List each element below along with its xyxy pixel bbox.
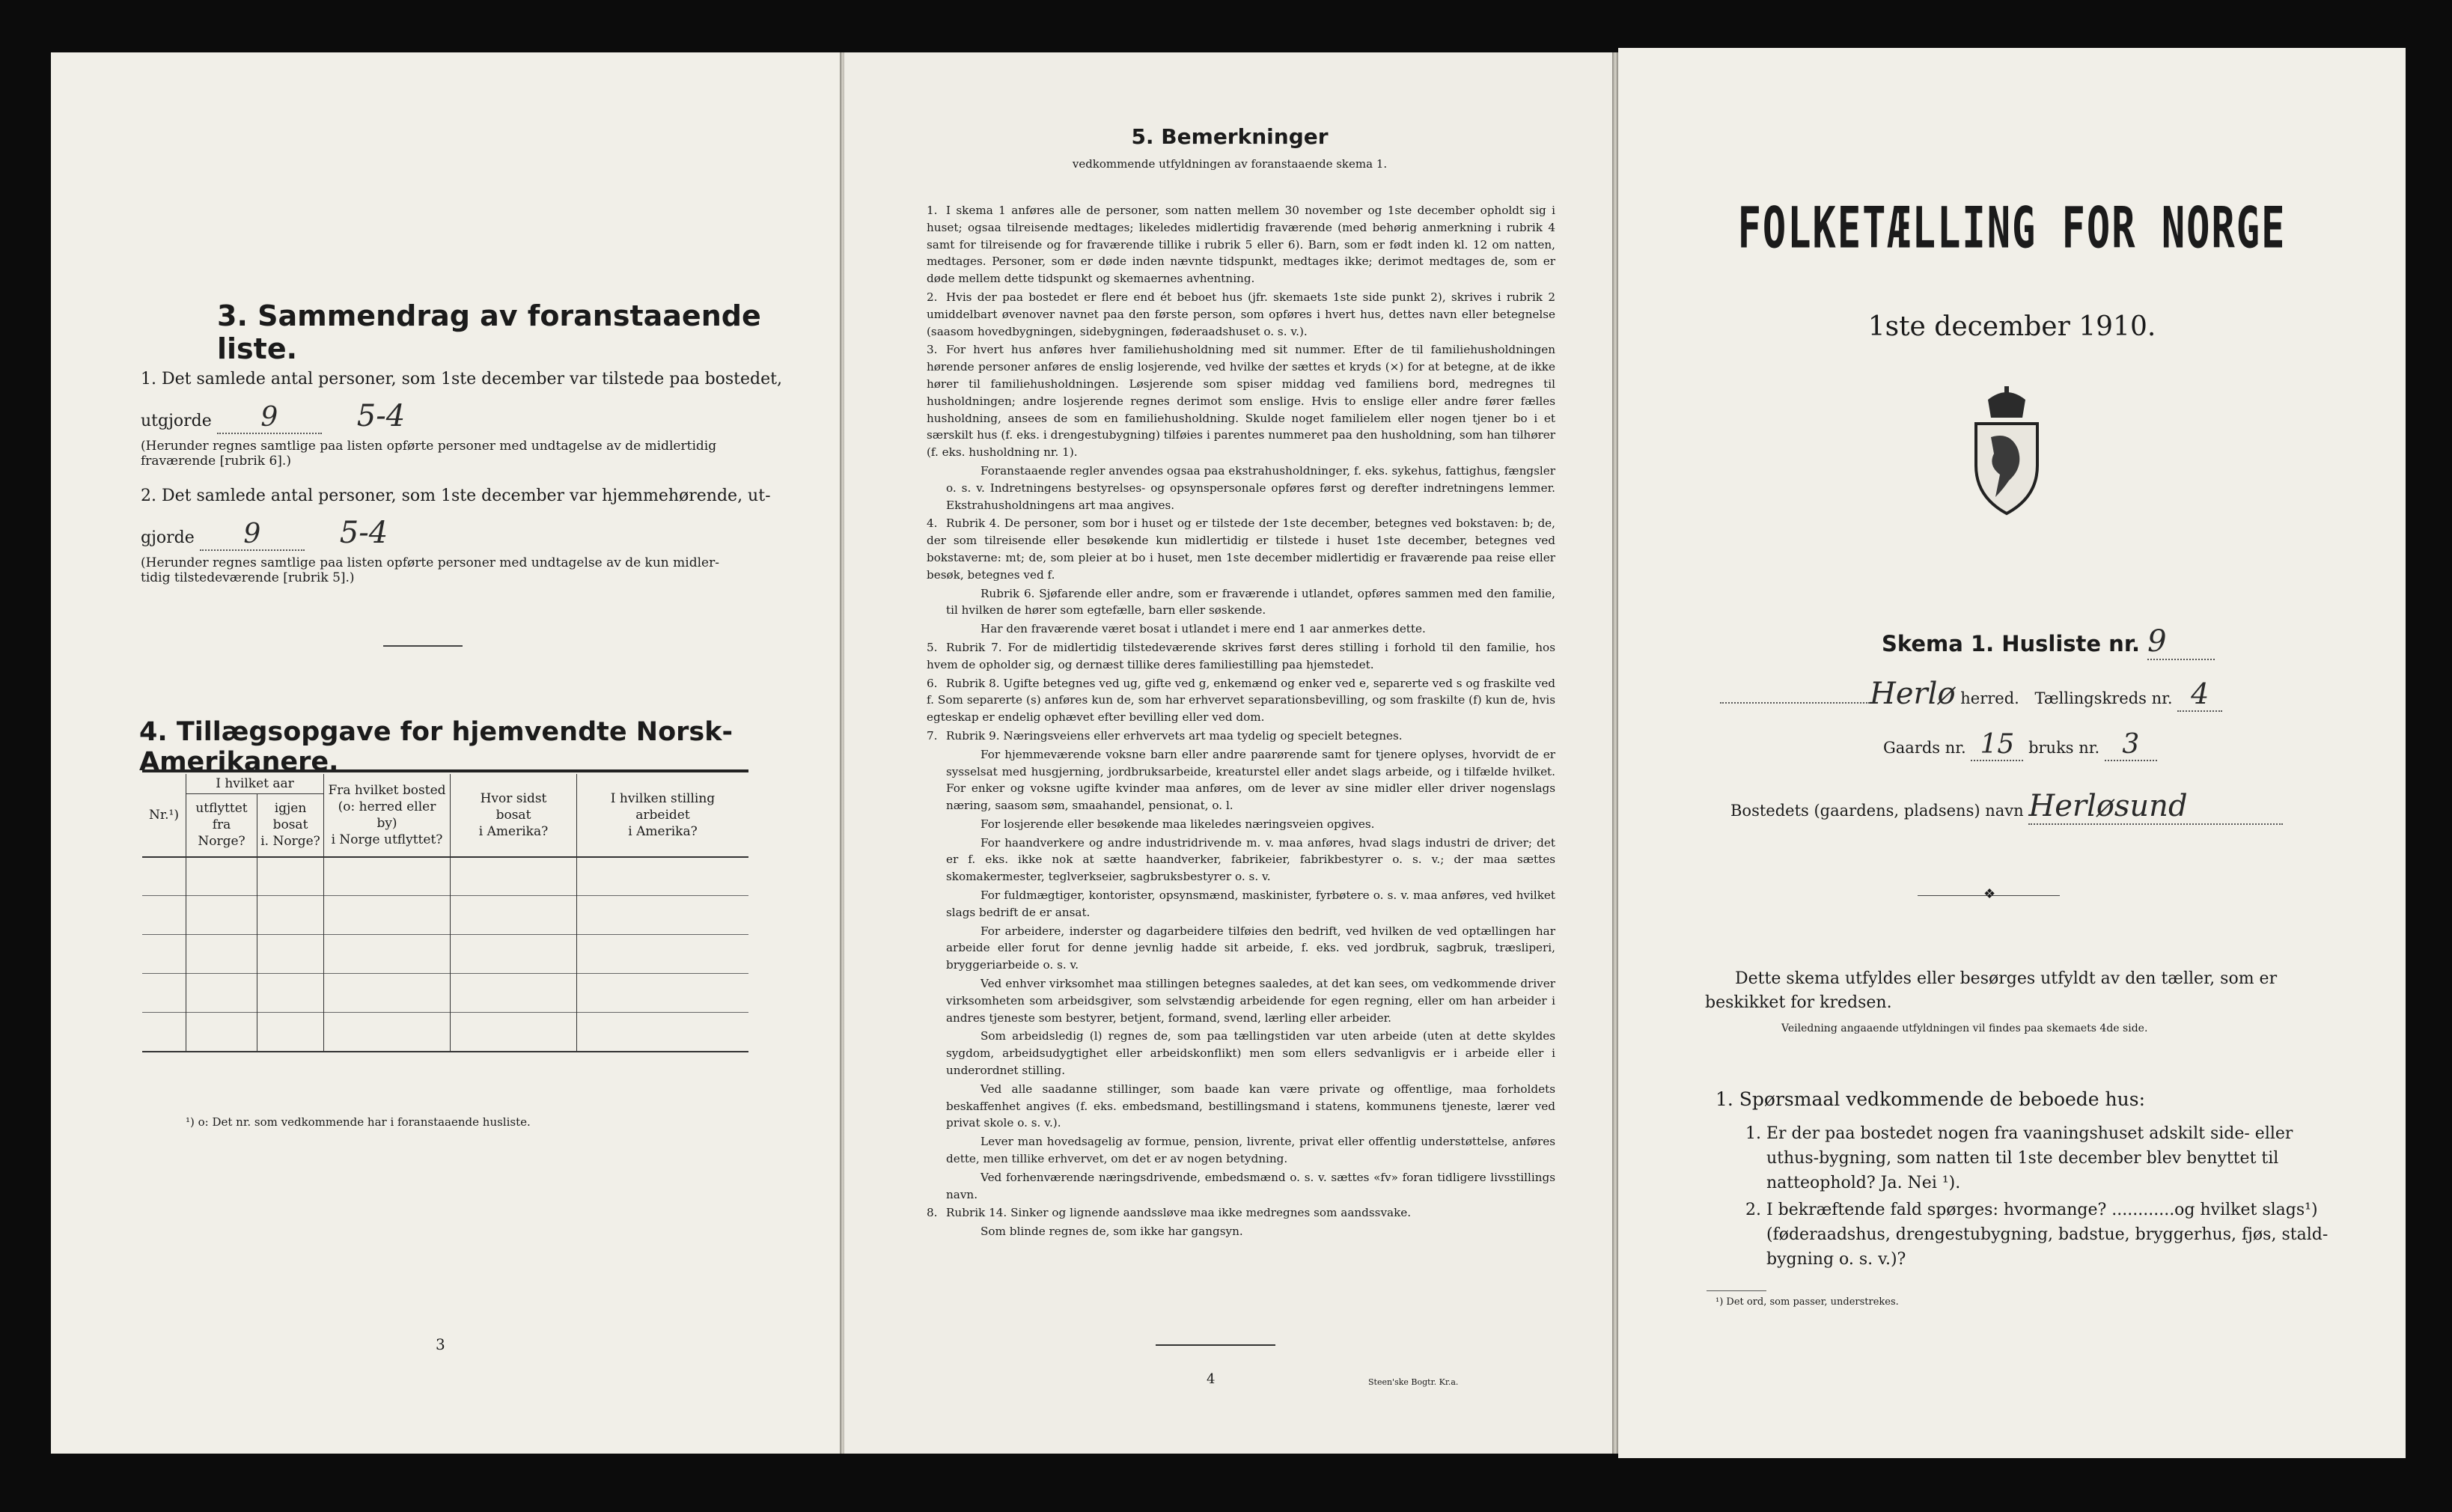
cover-page <box>1618 48 2406 1458</box>
s3-item-2-note2: tidig tilstedeværende [rubrik 5].) <box>141 570 355 585</box>
remark-7f: For arbeidere, inderster og dagarbeidere tilføies den bedrift, ved hvilken de ved optællingen har arbeide eller forut for denne jevnlig hadde sit arbeide, f. eks. ved jordbruk, sagbruk, træsliperi, bryggeriarbeide o. s. v. <box>946 924 1555 972</box>
gaards-handwritten: 15 <box>1971 729 2023 761</box>
section-4-title: 4. Tillægsopgave for hjemvendte Norsk-Amerikanere. <box>139 717 734 777</box>
remark-4: 4. Rubrik 4. De personer, som bor i huset og er tilstede der 1ste december, betegnes ved bokstaven: b; de, der som tilreisende eller besøkende kun midlertidig er tilstede i huset 1ste december, betegnes ved bokstaverne: mt; de, som pleier at bo i huset, men 1ste december midlertidig er fraværende paa reise eller besøk, betegnes ved f. <box>927 516 1555 582</box>
col-group-year: I hvilket aar <box>186 774 324 794</box>
s3-item-1-line1: 1. Det samlede antal personer, som 1ste december var tilstede paa bostedet, <box>141 370 782 388</box>
col-nr: Nr.¹) <box>149 807 179 823</box>
remark-7i: Ved alle saadanne stillinger, som baade kan være private og offentlige, maa forholdets beskaffenhet angives (f. eks. embedsmand, bestillingsmand i statens, kommunens tjeneste, lærer ved privat skole o. s. v.). <box>946 1082 1555 1130</box>
cover-footnote: ¹) Det ord, som passer, understrekes. <box>1716 1296 1899 1308</box>
question-2 <box>1745 1198 2382 1272</box>
s3-item-1-note2: fraværende [rubrik 6].) <box>141 454 291 469</box>
remarks-title: 5. Bemerkninger <box>1131 124 1329 149</box>
bruks-label: bruks nr. <box>2028 739 2100 757</box>
q2-line2: (føderaadshus, drengestubygning, badstue, bryggerhus, fjøs, stald- <box>1766 1225 2329 1244</box>
col-from-where: Fra hvilket bosted (o: herred eller by) i Norge utflyttet? <box>324 774 451 857</box>
q1-line2: uthus-bygning, som natten til 1ste december blev benyttet til <box>1766 1149 2279 1168</box>
remark-7: 7. Rubrik 9. Næringsveiens eller erhvervets art maa tydelig og specielt betegnes. <box>927 728 1403 743</box>
remark-7c: For losjerende eller besøkende maa likeledes næringsveien opgives. <box>981 817 1375 831</box>
s3-item-2-handwritten-split: 5-4 <box>339 516 388 550</box>
remark-8: 8. Rubrik 14. Sinker og lignende aandssløve maa ikke medregnes som aandssvake. <box>927 1206 1412 1220</box>
divider <box>1156 1344 1275 1346</box>
remark-6: 6. Rubrik 8. Ugifte betegnes ved ug, gifte ved g, enkemænd og enker ved e, separerte ved s og fraskilte ved f. Som separerte (s) anføres kun de, som har erhvervet separationsbevilling, og som fraskilte (f) kun de, hvis egteskap er endelig ophævet efter bevilling eller ved dom. <box>927 676 1555 725</box>
remark-5: 5. Rubrik 7. For de midlertidig tilstedeværende skrives først deres stilling i forhold til den familie, hos hvem de opholder sig, og dernæst tillike deres familiestilling paa hjemstedet. <box>927 640 1555 671</box>
page-3 <box>51 52 844 1454</box>
remark-3: 3. For hvert hus anføres hver familiehusholdning med sit nummer. Efter de til familiehusholdningen hørende personer anføres de enslig losjerende, ved hvilke der sættes et kryds (×) for at betegne, at de ikke hører til familiehusholdningen. Løsjerende som spiser middag ved familiens bord, medregnes til husholdningen; andre losjerende regnes derimot som enslige. Hvis to enslige eller andre fører fælles husholdning, ansees de som en familiehusholdning. Skulde noget familielem eller nogen tjener bo i et særskilt hus (f. eks. i drengestubygning) tilføies i parentes nummeret paa den husholdning, som han tilhører (f. eks. husholdning nr. 1). <box>927 343 1555 460</box>
col-emigrated: utflyttet fra Norge? <box>186 794 257 857</box>
intro-small: Veiledning angaaende utfyldningen vil findes paa skemaets 4de side. <box>1781 1022 2148 1034</box>
remark-7b: For hjemmeværende voksne barn eller andre paarørende samt for tjenere oplyses, hvorvidt de er sysselsat med husgjerning, jordbruksarbeide, kreaturstel eller andet slags arbeide, og i tilfælde hvilket. For enker og voksne ugifte kvinder maa anføres, om de lever av sine midler eller driver nogenslags næring, saasom søm, smaahandel, pensionat, o. l. <box>946 747 1555 813</box>
s3-item-2-line1: 2. Det samlede antal personer, som 1ste december var hjemmehørende, ut- <box>141 487 771 505</box>
husliste-nr-handwritten: 9 <box>2147 624 2215 660</box>
bosted-line <box>1730 789 2283 825</box>
s3-item-1 <box>141 370 799 469</box>
s3-item-2-note1: (Herunder regnes samtlige paa listen opførte personer med undtagelse av de kun midler- <box>141 555 719 570</box>
skema-label: Skema 1. Husliste nr. <box>1882 631 2141 656</box>
intro-text <box>1705 967 2364 1015</box>
skema-line <box>1882 624 2215 660</box>
s3-item-1-handwritten-total: 9 <box>217 402 322 434</box>
remark-7d: For haandverkere og andre industridrivende m. v. maa anføres, hvad slags industri de driver; det er f. eks. ikke nok at sætte haandverker, fabrikeier, fabrikbestyrer o. s. v.; der maa sættes skomakermester, teglverkseier, sagbruksbestyrer o. s. v. <box>946 835 1555 884</box>
spine-right <box>1612 52 1618 1454</box>
questions-title: 1. Spørsmaal vedkommende de beboede hus: <box>1716 1088 2145 1110</box>
s3-item-2-handwritten-total: 9 <box>200 519 305 551</box>
remark-3b: Foranstaaende regler anvendes ogsaa paa ekstrahusholdninger, f. eks. sykehus, fattighus, fængsler o. s. v. Indretningens bestyrelses- og opsynspersonale opføres først og derefter indretningens lemmer. Ekstrahusholdningens art maa angives. <box>946 463 1555 512</box>
gaards-line <box>1883 729 2157 761</box>
bruks-handwritten: 3 <box>2105 729 2157 761</box>
norwegian-coat-of-arms-icon <box>1965 385 2048 519</box>
q1-line3: natteophold? Ja. Nei ¹). <box>1766 1174 1961 1192</box>
page-number: 3 <box>436 1335 445 1353</box>
herred-line <box>1720 677 2394 712</box>
page-4 <box>844 52 1615 1454</box>
s3-item-1-note1: (Herunder regnes samtlige paa listen opførte personer med undtagelse av de midlertidig <box>141 439 717 454</box>
s3-item-2 <box>141 487 799 585</box>
q1-line1: 1. Er der paa bostedet nogen fra vaaningshuset adskilt side- eller <box>1745 1124 2293 1143</box>
table-top-rule <box>142 769 748 772</box>
remark-7g: Ved enhver virksomhet maa stillingen betegnes saaledes, at det kan sees, om vedkommende driver virksomheten som arbeidsgiver, som selvstændig arbeidende for egen regning, eller om han arbeider i andres tjeneste som bestyrer, betjent, formand, svend, lærling eller arbeider. <box>946 977 1555 1025</box>
remark-2: 2. Hvis der paa bostedet er flere end ét beboet hus (jfr. skemaets 1ste side punkt 2), skrives i rubrik 2 umiddelbart øvenover navnet paa den første person, som opføres i hvert hus, dettes navn eller betegnelse (saasom hovedbygningen, sidebygningen, føderaadshuset o. s. v.). <box>927 290 1555 338</box>
ornament-icon: ❖ <box>1983 886 1996 902</box>
remark-7h: Som arbeidsledig (l) regnes de, som paa tællingstiden var uten arbeide (uten at dette skyldes sygdom, arbeidsudygtighet eller arbeidskonflikt) men som ellers sedvanligvis er i arbeide eller i underordnet stilling. <box>946 1029 1555 1078</box>
bosted-handwritten: Herløsund <box>2028 789 2283 825</box>
col-returned: igjen bosat i. Norge? <box>257 794 324 857</box>
section-3-title: 3. Sammendrag av foranstaaende liste. <box>217 299 761 365</box>
question-1 <box>1745 1121 2382 1195</box>
printer-mark: Steen'ske Bogtr. Kr.a. <box>1368 1377 1459 1387</box>
remark-1: 1. I skema 1 anføres alle de personer, som natten mellem 30 november og 1ste december opholdt sig i huset; ogsaa tilreisende medtages; likeledes midlertidig fraværende (med behørig anmerkning i rubrik 4 samt for tilreisende og for fraværende tillike i rubrik 5 eller 6). Barn, som er født inden kl. 12 om natten, medtages. Personer, som er døde inden nævnte tidspunkt, medtages ikke; derimot medtages de, som er døde mellem dette tidspunkt og skemaernes avhentning. <box>927 204 1555 286</box>
remark-4b: Rubrik 6. Sjøfarende eller andre, som er fraværende i utlandet, opføres sammen med den familie, til hvilken de hører som egtefælle, barn eller søskende. <box>946 586 1555 618</box>
remarks-subtitle: vedkommende utfyldningen av foranstaaende skema 1. <box>1072 157 1388 171</box>
remark-4c: Har den fraværende været bosat i utlandet i mere end 1 aar anmerkes dette. <box>981 622 1426 636</box>
q2-line3: bygning o. s. v.)? <box>1766 1250 1906 1269</box>
kreds-label: Tællingskreds nr. <box>2034 689 2173 707</box>
s3-item-1-handwritten-split: 5-4 <box>356 399 406 433</box>
bosted-label: Bostedets (gaardens, pladsens) navn <box>1730 802 2024 820</box>
intro-line2: beskikket for kredsen. <box>1705 993 1892 1012</box>
table-footnote: ¹) o: Det nr. som vedkommende har i foranstaaende husliste. <box>186 1115 531 1129</box>
s3-item-2-label: gjorde <box>141 528 195 547</box>
cover-date: 1ste december 1910. <box>1867 311 2156 342</box>
gaards-label: Gaards nr. <box>1883 739 1966 757</box>
remark-7e: For fuldmægtiger, kontorister, opsynsmænd, maskinister, fyrbøtere o. s. v. maa anføres, ved hvilket slags bedrift de er ansat. <box>946 888 1555 919</box>
remarks-list <box>927 202 1555 1242</box>
cover-title: FOLKETÆLLING FOR NORGE <box>1737 196 2287 262</box>
col-position: I hvilken stilling arbeidet i Amerika? <box>577 774 749 857</box>
col-last-lived: Hvor sidst bosat i Amerika? <box>451 774 577 857</box>
q2-line1: 2. I bekræftende fald spørges: hvormange? ............og hvilket slags¹) <box>1745 1201 2318 1219</box>
remark-8b: Som blinde regnes de, som ikke har gangsyn. <box>981 1225 1243 1239</box>
remark-7j: Lever man hovedsagelig av formue, pension, livrente, privat eller offentlig understøttelse, anføres dette, men tillike erhvervet, om det er av nogen betydning. <box>946 1135 1555 1166</box>
remark-7k: Ved forhenværende næringsdrivende, embedsmænd o. s. v. sættes «fv» foran tidligere livsstillings navn. <box>946 1170 1555 1201</box>
page-number: 4 <box>1207 1371 1216 1387</box>
footnote-rule <box>1707 1290 1766 1291</box>
s3-item-1-label: utgjorde <box>141 412 212 430</box>
divider <box>383 645 463 647</box>
intro-line1: Dette skema utfyldes eller besørges utfyldt av den tæller, som er <box>1735 969 2278 988</box>
norsk-amerikanere-table <box>142 774 748 1052</box>
kreds-handwritten: 4 <box>2177 677 2222 712</box>
herred-handwritten: Herlø <box>1870 677 1956 711</box>
herred-label: herred. <box>1960 689 2019 707</box>
